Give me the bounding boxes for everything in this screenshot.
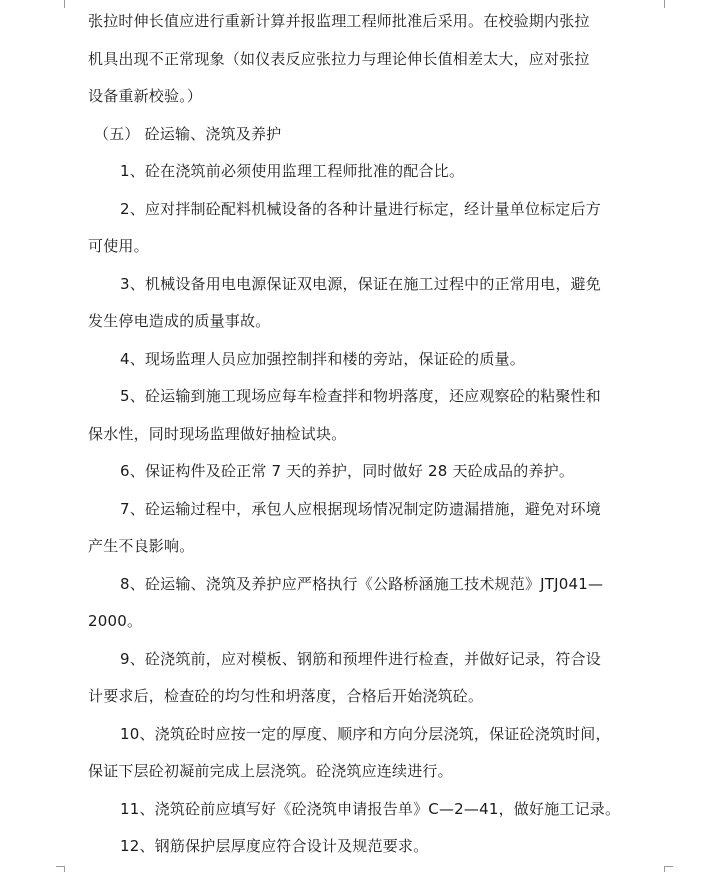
text-line: 张拉时伸长值应进行重新计算并报监理工程师批准后采用。在校验期内张拉 — [88, 12, 590, 30]
crop-mark-bottom-right-h — [664, 866, 673, 867]
crop-mark-bottom-right-v — [664, 866, 665, 872]
text-line: 8、砼运输、浇筑及养护应严格执行《公路桥涵施工技术规范》JTJ041— — [120, 574, 604, 593]
text-line: 2、应对拌制砼配料机械设备的各种计量进行标定，经计量单位标定后方 — [120, 199, 601, 218]
text-line: 4、现场监理人员应加强控制拌和楼的旁站，保证砼的质量。 — [120, 349, 525, 368]
text-line: 可使用。 — [88, 237, 149, 255]
text-line: 5、砼运输到施工现场应每车检查拌和物坍落度，还应观察砼的粘聚性和 — [120, 387, 601, 405]
text-line: 10、浇筑砼时应按一定的厚度、顺序和方向分层浇筑，保证砼浇筑时间， — [120, 724, 611, 743]
text-line: 发生停电造成的质量事故。 — [88, 312, 271, 330]
text-line: 9、砼浇筑前，应对模板、钢筋和预埋件进行检查，并做好记录，符合设 — [120, 649, 601, 668]
document-body — [88, 3, 654, 866]
text-line: 7、砼运输过程中，承包人应根据现场情况制定防遗漏措施，避免对环境 — [120, 499, 601, 518]
text-line: 3、机械设备用电电源保证双电源，保证在施工过程中的正常用电，避免 — [120, 274, 601, 293]
text-line: 1、砼在浇筑前必须使用监理工程师批准的配合比。 — [120, 162, 465, 180]
text-line: 保证下层砼初凝前完成上层浇筑。砼浇筑应连续进行。 — [88, 762, 453, 780]
crop-mark-top-left-v — [64, 0, 65, 8]
text-line: 产生不良影响。 — [88, 537, 195, 555]
text-line: 6、保证构件及砼正常 7 天的养护，同时做好 28 天砼成品的养护。 — [120, 462, 575, 480]
crop-mark-top-right-v — [664, 0, 665, 8]
text-line: 11、浇筑砼前应填写好《砼浇筑申请报告单》C—2—41，做好施工记录。 — [120, 799, 621, 818]
text-line: 12、钢筋保护层厚度应符合设计及规范要求。 — [120, 837, 429, 855]
text-line: 设备重新校验。） — [88, 87, 203, 105]
text-line: 计要求后，检查砼的均匀性和坍落度，合格后开始浇筑砼。 — [88, 687, 484, 705]
text-line: （五） 砼运输、浇筑及养护 — [94, 124, 282, 143]
text-line: 2000。 — [88, 612, 143, 630]
text-line: 机具出现不正常现象（如仪表反应张拉力与理论伸长值相差太大，应对张拉 — [88, 49, 590, 68]
text-line: 保水性，同时现场监理做好抽检试块。 — [88, 424, 347, 443]
crop-mark-bottom-left-v — [64, 866, 65, 872]
